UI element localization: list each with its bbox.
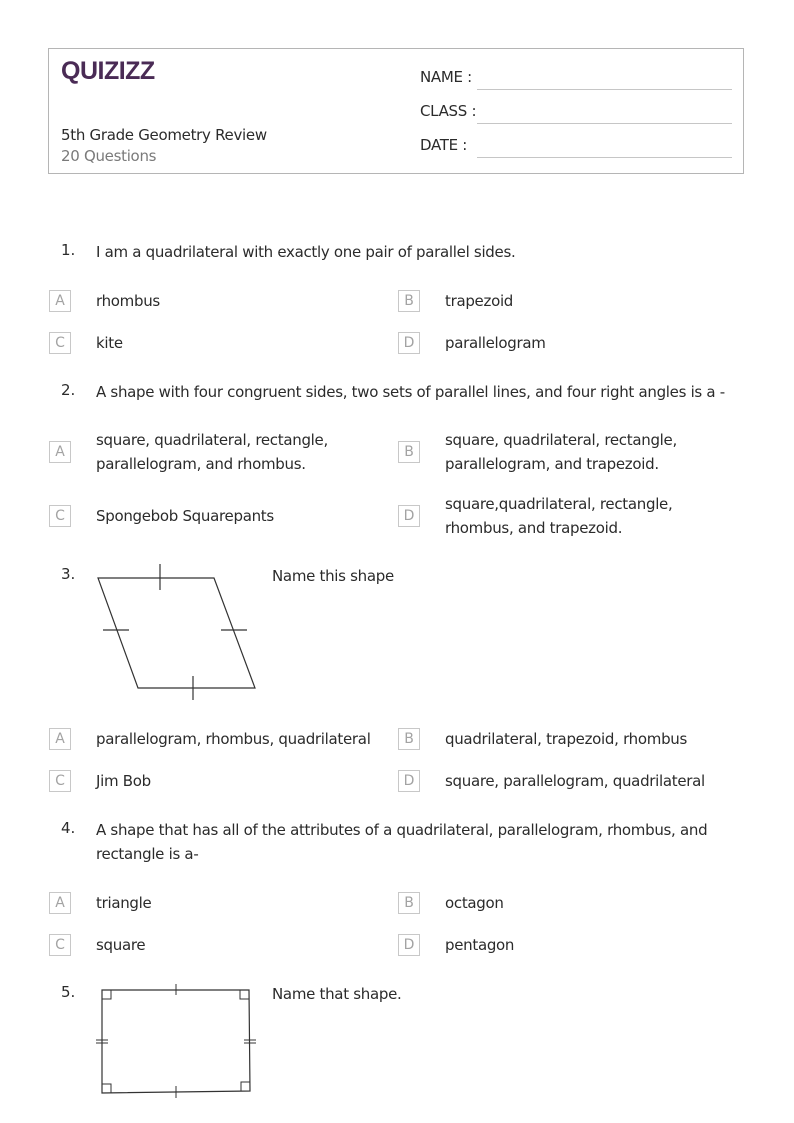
question-number: 1. bbox=[61, 241, 76, 259]
option-letter-c[interactable]: C bbox=[49, 934, 71, 956]
option-letter-d[interactable]: D bbox=[398, 934, 420, 956]
option-c-text[interactable]: Jim Bob bbox=[96, 772, 151, 790]
option-letter-d[interactable]: D bbox=[398, 770, 420, 792]
option-letter-a[interactable]: A bbox=[49, 441, 71, 463]
option-letter-c[interactable]: C bbox=[49, 505, 71, 527]
rectangle-figure bbox=[94, 980, 258, 1102]
question-count: 20 Questions bbox=[61, 147, 157, 165]
option-a-text[interactable]: rhombus bbox=[96, 292, 160, 310]
question-text: I am a quadrilateral with exactly one pair of parallel sides. bbox=[96, 243, 516, 261]
date-line bbox=[477, 157, 732, 158]
option-letter-a[interactable]: A bbox=[49, 892, 71, 914]
option-letter-c[interactable]: C bbox=[49, 770, 71, 792]
option-letter-a[interactable]: A bbox=[49, 290, 71, 312]
option-d-text[interactable]: pentagon bbox=[445, 936, 515, 954]
option-c-text[interactable]: kite bbox=[96, 334, 123, 352]
question-text: Name this shape bbox=[272, 567, 394, 585]
worksheet-header bbox=[48, 48, 744, 174]
option-b-text[interactable]: octagon bbox=[445, 894, 504, 912]
option-letter-b[interactable]: B bbox=[398, 892, 420, 914]
question-text: Name that shape. bbox=[272, 985, 402, 1003]
option-c-text[interactable]: Spongebob Squarepants bbox=[96, 507, 274, 525]
question-text: A shape with four congruent sides, two sets of parallel lines, and four right angles is a - bbox=[96, 383, 725, 401]
date-label: DATE : bbox=[420, 136, 468, 154]
name-line bbox=[477, 89, 732, 90]
option-letter-d[interactable]: D bbox=[398, 505, 420, 527]
option-d-text[interactable]: square,quadrilateral, rectangle, rhombus, and trapezoid. bbox=[445, 495, 673, 537]
option-b-text[interactable]: trapezoid bbox=[445, 292, 514, 310]
question-text: A shape that has all of the attributes of a quadrilateral, parallelogram, rhombus, and rectangle is a- bbox=[96, 821, 708, 863]
option-a-text[interactable]: triangle bbox=[96, 894, 152, 912]
option-letter-a[interactable]: A bbox=[49, 728, 71, 750]
option-letter-b[interactable]: B bbox=[398, 290, 420, 312]
option-letter-b[interactable]: B bbox=[398, 441, 420, 463]
option-c-text[interactable]: square bbox=[96, 936, 146, 954]
option-b-text[interactable]: quadrilateral, trapezoid, rhombus bbox=[445, 730, 688, 748]
rhombus-figure bbox=[96, 560, 266, 700]
option-letter-b[interactable]: B bbox=[398, 728, 420, 750]
name-label: NAME : bbox=[420, 68, 472, 86]
class-line bbox=[477, 123, 732, 124]
option-letter-d[interactable]: D bbox=[398, 332, 420, 354]
question-number: 5. bbox=[61, 983, 76, 1001]
option-b-text[interactable]: square, quadrilateral, rectangle, parallelogram, and trapezoid. bbox=[445, 431, 677, 473]
question-number: 2. bbox=[61, 381, 76, 399]
worksheet-title: 5th Grade Geometry Review bbox=[61, 126, 267, 144]
option-d-text[interactable]: parallelogram bbox=[445, 334, 546, 352]
question-number: 4. bbox=[61, 819, 76, 837]
question-number: 3. bbox=[61, 565, 76, 583]
option-d-text[interactable]: square, parallelogram, quadrilateral bbox=[445, 772, 705, 790]
class-label: CLASS : bbox=[420, 102, 477, 120]
option-letter-c[interactable]: C bbox=[49, 332, 71, 354]
quizizz-logo: QUIZIZZ bbox=[61, 57, 155, 85]
option-a-text[interactable]: parallelogram, rhombus, quadrilateral bbox=[96, 730, 371, 748]
option-a-text[interactable]: square, quadrilateral, rectangle, parallelogram, and rhombus. bbox=[96, 431, 328, 473]
